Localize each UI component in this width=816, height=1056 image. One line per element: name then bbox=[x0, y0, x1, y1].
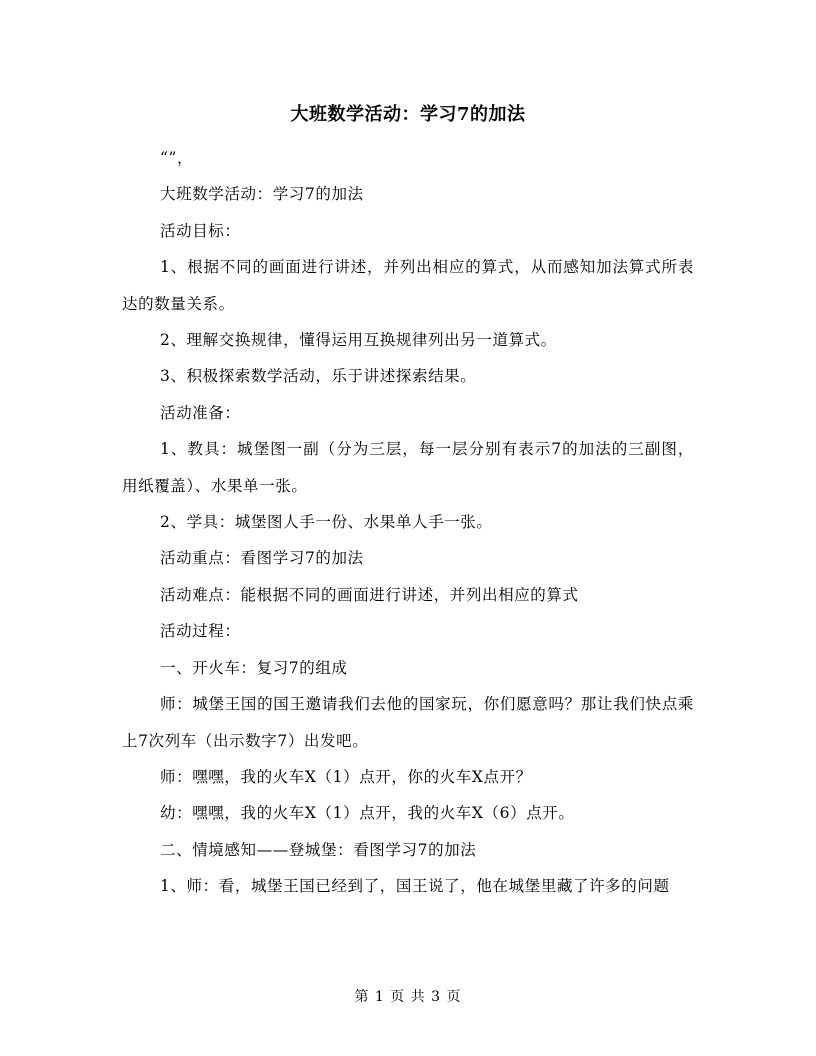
paragraph: 3、积极探索数学活动，乐于讲述探索结果。 bbox=[160, 367, 477, 386]
paragraph: 1、师：看，城堡王国已经到了，国王说了，他在城堡里藏了许多的问题 bbox=[160, 877, 670, 896]
paragraph: 1、根据不同的画面进行讲述，并列出相应的算式，从而感知加法算式所表达的数量关系。 bbox=[122, 258, 694, 313]
paragraph: 一、开火车：复习7的组成 bbox=[160, 658, 348, 677]
paragraph: 二、情境感知——登城堡：看图学习7的加法 bbox=[160, 840, 477, 859]
paragraph: 2、理解交换规律，懂得运用互换规律列出另一道算式。 bbox=[160, 331, 557, 350]
document-title: 大班数学活动：学习7的加法 bbox=[290, 104, 526, 125]
paragraph: 活动准备： bbox=[160, 403, 241, 422]
paragraph: 活动重点：看图学习7的加法 bbox=[160, 549, 364, 568]
footer-prefix: 第 bbox=[354, 989, 370, 1005]
page-footer bbox=[0, 986, 816, 1006]
paragraph: 活动目标： bbox=[160, 221, 241, 240]
paragraph: 幼：嘿嘿，我的火车X（1）点开，我的火车X（6）点开。 bbox=[160, 804, 575, 823]
paragraph: 1、教具：城堡图一副（分为三层，每一层分别有表示7的加法的三副图，用纸覆盖）、水果单一张。 bbox=[122, 440, 694, 495]
paragraph: 师：城堡王国的国王邀请我们去他的国家玩，你们愿意吗？那让我们快点乘上7次列车（出示数字7）出发吧。 bbox=[122, 695, 694, 750]
total-pages-number: 3 bbox=[431, 989, 442, 1005]
paragraph: 活动难点：能根据不同的画面进行讲述，并列出相应的算式 bbox=[160, 585, 579, 604]
paragraph: 大班数学活动：学习7的加法 bbox=[160, 185, 364, 204]
paragraph: 师：嘿嘿，我的火车X（1）点开，你的火车X点开？ bbox=[160, 767, 532, 786]
footer-middle: 页 共 bbox=[390, 989, 426, 1005]
paragraph: “”， bbox=[160, 149, 194, 167]
current-page-number: 1 bbox=[374, 989, 385, 1005]
footer-suffix: 页 bbox=[446, 989, 462, 1005]
paragraph: 活动过程： bbox=[160, 622, 241, 641]
document-body bbox=[122, 140, 694, 905]
paragraph: 2、学具：城堡图人手一份、水果单人手一张。 bbox=[160, 513, 493, 532]
